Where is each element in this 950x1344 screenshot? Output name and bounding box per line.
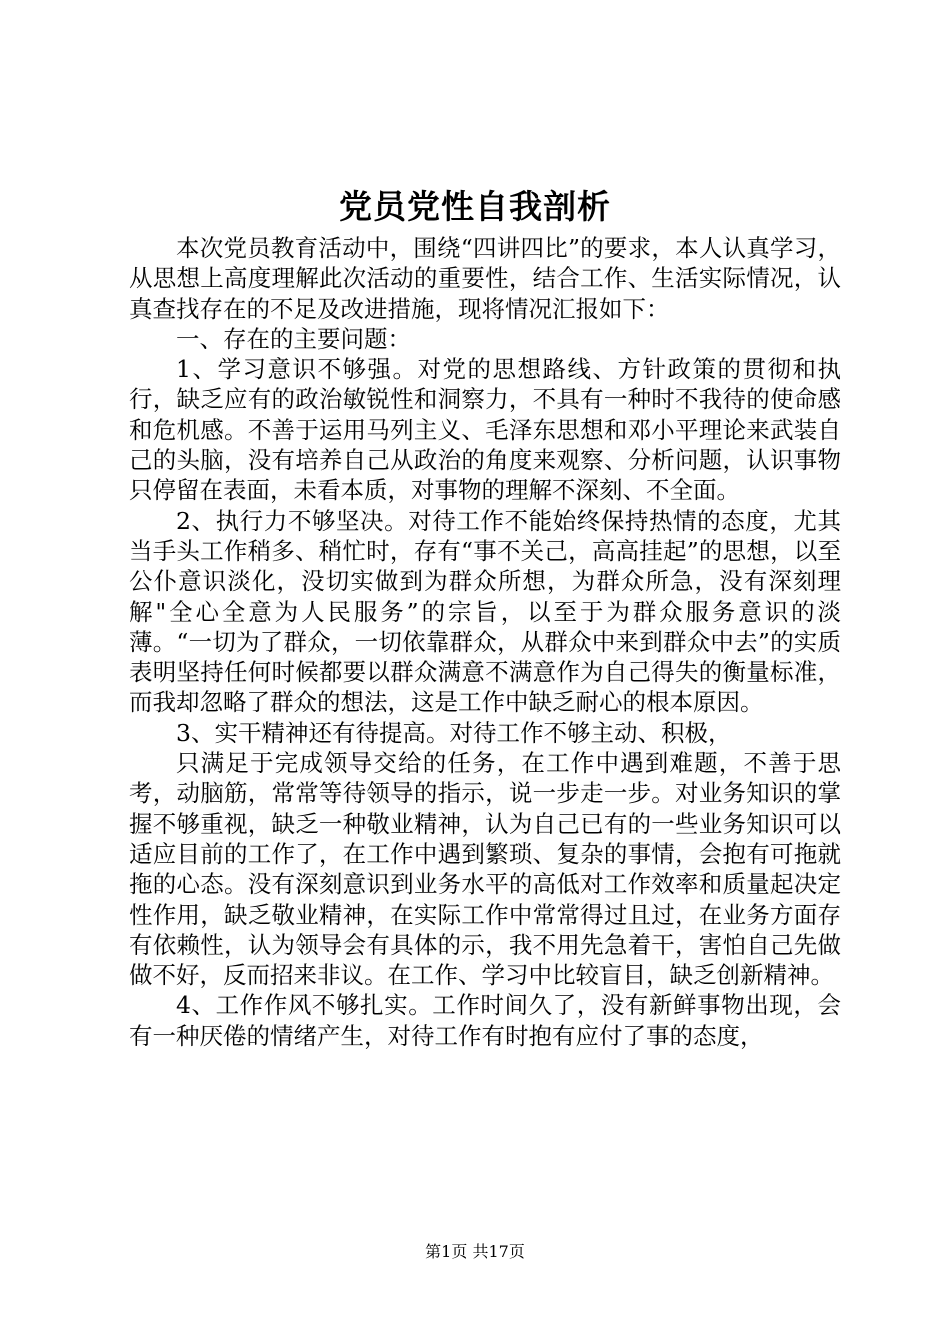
page-total: 共17页 — [472, 1242, 525, 1261]
paragraph-item-3: 3、实干精神还有待提高。对待工作不够主动、积极， — [176, 718, 732, 747]
paragraph-intro: 本次党员教育活动中，围绕“四讲四比”的要求，本人认真学习，从思想上高度理解此次活动的重要性，结合工作、生活实际情况，认真查找存在的不足及改进措施，现将情况汇报如下： — [129, 234, 841, 323]
paragraph-item-2: 2、执行力不够坚决。对待工作不能始终保持热情的态度，尤其当手头工作稍多、稍忙时，存有“事不关己，高高挂起”的思想，以至公仆意识淡化，没切实做到为群众所想，为群众所急，没有深刻理解"全心全意为人民服务”的宗旨，以至于为群众服务意识的淡薄。“一切为了群众，一切依靠群众，从群众中来到群众中去”的实质表明坚持任何时候都要以群众满意不满意作为自己得失的衡量标准，而我却忽略了群众的想法，这是工作中缺乏耐心的根本原因。 — [129, 506, 841, 717]
paragraph-section-heading: 一、存在的主要问题： — [176, 324, 411, 353]
paragraph-item-3-continued: 只满足于完成领导交给的任务，在工作中遇到难题，不善于思考，动脑筋，常常等待领导的指示，说一步走一步。对业务知识的掌握不够重视，缺乏一种敬业精神，认为自己已有的一些业务知识可以适应目前的工作了，在工作中遇到繁琐、复杂的事情，会抱有可拖就拖的心态。没有深刻意识到业务水平的高低对工作效率和质量起决定性作用，缺乏敬业精神，在实际工作中常常得过且过，在业务方面存有依赖性，认为领导会有具体的示，我不用先急着干，害怕自己先做做不好，反而招来非议。在工作、学习中比较盲目，缺乏创新精神。 — [129, 749, 841, 990]
paragraph-item-1: 1、学习意识不够强。对党的思想路线、方针政策的贯彻和执行，缺乏应有的政治敏锐性和洞察力，不具有一种时不我待的使命感和危机感。不善于运用马列主义、毛泽东思想和邓小平理论来武装自己的头脑，没有培养自己从政治的角度来观察、分析问题，认识事物只停留在表面，未看本质，对事物的理解不深刻、不全面。 — [129, 355, 841, 505]
document-body — [129, 233, 841, 1051]
page-footer — [0, 1240, 950, 1264]
document-title: 党员党性自我剖析 — [339, 187, 611, 226]
page-number: 第1页 — [425, 1242, 468, 1261]
paragraph-item-4: 4、工作作风不够扎实。工作时间久了，没有新鲜事物出现，会有一种厌倦的情绪产生，对待工作有时抱有应付了事的态度， — [129, 991, 841, 1050]
